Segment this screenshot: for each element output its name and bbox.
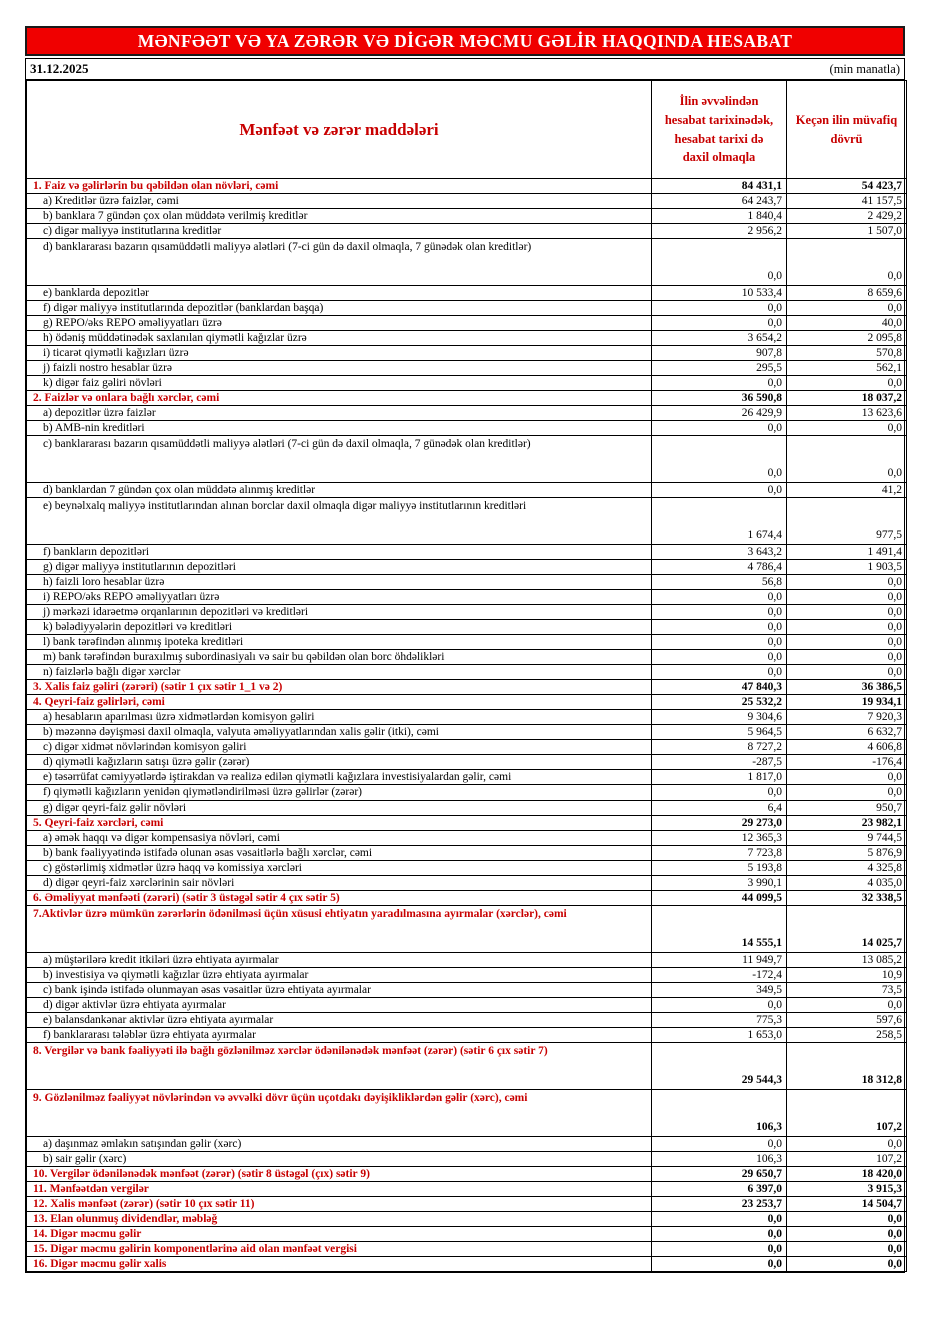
value-prior-period: 0,0 [787,239,907,286]
value-current-period: 64 243,7 [652,194,787,209]
row-label: 1. Faiz və gəlirlərin bu qəbildən olan növləri, cəmi [27,179,652,194]
value-prior-period: 0,0 [787,785,907,800]
value-current-period: 84 431,1 [652,179,787,194]
row-label: 4. Qeyri-faiz gəlirləri, cəmi [27,695,652,710]
value-prior-period: 0,0 [787,376,907,391]
table-row [27,286,907,301]
value-current-period: 106,3 [652,1089,787,1136]
row-label: f) qiymətli kağızların yenidən qiymətləndirilməsi üzrə gəlirlər (zərər) [27,785,652,800]
table-row [27,1151,907,1166]
table-header [27,81,907,179]
table-row [27,421,907,436]
table-row [27,224,907,239]
value-current-period: 775,3 [652,1012,787,1027]
table-row [27,1089,907,1136]
table-row [27,845,907,860]
value-prior-period: 0,0 [787,1211,907,1226]
value-current-period: 0,0 [652,620,787,635]
value-prior-period: 0,0 [787,997,907,1012]
value-current-period: -287,5 [652,755,787,770]
value-current-period: 0,0 [652,665,787,680]
row-label: d) digər aktivlər üzrə ehtiyata ayırmalar [27,997,652,1012]
value-prior-period: 0,0 [787,650,907,665]
value-current-period: 0,0 [652,650,787,665]
value-current-period: 0,0 [652,436,787,483]
value-prior-period: 562,1 [787,361,907,376]
row-label: 15. Digər məcmu gəlirin komponentlərinə aid olan mənfəət vergisi [27,1241,652,1256]
row-label: h) ödəniş müddətinədək saxlanılan qiymətli kağızlar üzrə [27,331,652,346]
value-prior-period: 14 025,7 [787,905,907,952]
row-label: m) bank tərəfindən buraxılmış subordinasiyalı və sair bu qəbildən olan borc öhdəlikləri [27,650,652,665]
value-current-period: 9 304,6 [652,710,787,725]
table-row [27,483,907,498]
value-current-period: 0,0 [652,483,787,498]
value-current-period: 29 273,0 [652,815,787,830]
value-current-period: 8 727,2 [652,740,787,755]
table-row [27,770,907,785]
value-current-period: 349,5 [652,982,787,997]
row-label: b) banklara 7 gündən çox olan müddətə verilmiş kreditlər [27,209,652,224]
row-label: b) investisiya və qiymətli kağızlar üzrə ehtiyata ayırmalar [27,967,652,982]
value-prior-period: 0,0 [787,301,907,316]
table-row [27,590,907,605]
value-prior-period: 6 632,7 [787,725,907,740]
table-row [27,635,907,650]
value-prior-period: 4 325,8 [787,860,907,875]
table-row [27,860,907,875]
row-label: k) bələdiyyələrin depozitləri və kreditləri [27,620,652,635]
value-prior-period: 3 915,3 [787,1181,907,1196]
table-row [27,785,907,800]
table-row [27,890,907,905]
row-label: b) bank fəaliyyətində istifadə olunan əsas vəsaitlərlə bağlı xərclər, cəmi [27,845,652,860]
row-label: f) bankların depozitləri [27,545,652,560]
row-label: f) digər maliyyə institutlarında depozitlər (banklardan başqa) [27,301,652,316]
value-prior-period: 0,0 [787,1226,907,1241]
table-row [27,905,907,952]
value-current-period: 26 429,9 [652,406,787,421]
table-row [27,1211,907,1226]
table-row [27,194,907,209]
table-row [27,498,907,545]
value-current-period: 295,5 [652,361,787,376]
value-prior-period: 597,6 [787,1012,907,1027]
table-row [27,376,907,391]
value-current-period: 0,0 [652,605,787,620]
row-label: 16. Digər məcmu gəlir xalis [27,1256,652,1271]
table-row [27,239,907,286]
table-row [27,1196,907,1211]
value-current-period: 3 654,2 [652,331,787,346]
column-header-prior-period: Keçən ilin müvafiq dövrü [787,81,907,179]
table-row [27,665,907,680]
value-current-period: 0,0 [652,1241,787,1256]
row-label: g) digər qeyri-faiz gəlir növləri [27,800,652,815]
row-label: a) müştərilərə kredit itkiləri üzrə ehtiyata ayırmalar [27,952,652,967]
row-label: i) REPO/əks REPO əməliyyatları üzrə [27,590,652,605]
table-row [27,875,907,890]
row-label: j) faizli nostro hesablar üzrə [27,361,652,376]
report-frame [25,58,905,1273]
report-title-banner [25,26,905,56]
row-label: 11. Mənfəətdən vergilər [27,1181,652,1196]
table-row [27,695,907,710]
value-current-period: 0,0 [652,1211,787,1226]
table-row [27,316,907,331]
value-prior-period: 10,9 [787,967,907,982]
value-prior-period: 977,5 [787,498,907,545]
value-current-period: 6,4 [652,800,787,815]
value-prior-period: 2 095,8 [787,331,907,346]
row-label: 13. Elan olunmuş dividendlər, məbləğ [27,1211,652,1226]
table-row [27,1166,907,1181]
value-current-period: 1 674,4 [652,498,787,545]
column-header-items: Mənfəət və zərər maddələri [27,81,652,179]
value-prior-period: 23 982,1 [787,815,907,830]
value-prior-period: 14 504,7 [787,1196,907,1211]
row-label: c) göstərlimiş xidmətlər üzrə haqq və komissiya xərcləri [27,860,652,875]
row-label: j) mərkəzi idarəetmə orqanlarının depozitləri və kreditləri [27,605,652,620]
value-prior-period: 41,2 [787,483,907,498]
row-label: b) sair gəlir (xərc) [27,1151,652,1166]
row-label: d) banklararası bazarın qısamüddətli maliyyə alətləri (7-ci gün də daxil olmaqla, 7 günədək olan kreditlər) [27,239,652,286]
row-label: d) digər qeyri-faiz xərclərinin sair növləri [27,875,652,890]
report-table-body [27,179,907,1272]
value-prior-period: 950,7 [787,800,907,815]
report-page [25,26,905,1273]
column-header-current-period: İlin əvvəlindən hesabat tarixinədək, hesabat tarixi də daxil olmaqla [652,81,787,179]
value-current-period: 0,0 [652,1256,787,1271]
value-prior-period: 13 623,6 [787,406,907,421]
row-label: a) hesabların aparılması üzrə xidmətlərdən komisyon gəliri [27,710,652,725]
report-meta-row [26,59,904,80]
row-label: g) digər maliyyə institutlarının depozitləri [27,560,652,575]
value-prior-period: 0,0 [787,1136,907,1151]
value-prior-period: 0,0 [787,605,907,620]
row-label: 14. Digər məcmu gəlir [27,1226,652,1241]
row-label: c) digər xidmət növlərindən komisyon gəliri [27,740,652,755]
value-prior-period: 41 157,5 [787,194,907,209]
table-row [27,1241,907,1256]
row-label: l) bank tərəfindən alınmış ipoteka kreditləri [27,635,652,650]
value-current-period: 0,0 [652,316,787,331]
value-current-period: 0,0 [652,421,787,436]
value-current-period: 0,0 [652,590,787,605]
value-prior-period: 54 423,7 [787,179,907,194]
row-label: h) faizli loro hesablar üzrə [27,575,652,590]
value-current-period: 0,0 [652,1136,787,1151]
table-row [27,361,907,376]
row-label: d) banklardan 7 gündən çox olan müddətə alınmış kreditlər [27,483,652,498]
table-row [27,545,907,560]
value-prior-period: 8 659,6 [787,286,907,301]
value-current-period: 0,0 [652,1226,787,1241]
value-current-period: 56,8 [652,575,787,590]
table-row [27,755,907,770]
value-prior-period: 0,0 [787,665,907,680]
table-row [27,725,907,740]
row-label: a) Kreditlər üzrə faizlər, cəmi [27,194,652,209]
value-current-period: 0,0 [652,239,787,286]
row-label: a) depozitlər üzrə faizlər [27,406,652,421]
value-current-period: -172,4 [652,967,787,982]
value-current-period: 3 990,1 [652,875,787,890]
value-prior-period: 2 429,2 [787,209,907,224]
table-row [27,740,907,755]
value-current-period: 0,0 [652,376,787,391]
value-current-period: 29 544,3 [652,1042,787,1089]
value-prior-period: 32 338,5 [787,890,907,905]
value-prior-period: 73,5 [787,982,907,997]
value-current-period: 23 253,7 [652,1196,787,1211]
table-row [27,1012,907,1027]
row-label: a) əmək haqqı və digər kompensasiya növləri, cəmi [27,830,652,845]
value-prior-period: 5 876,9 [787,845,907,860]
value-prior-period: 0,0 [787,635,907,650]
row-label: g) REPO/əks REPO əməliyyatları üzrə [27,316,652,331]
value-current-period: 0,0 [652,997,787,1012]
row-label: b) məzənnə dəyişməsi daxil olmaqla, valyuta əməliyyatlarından xalis gəlir (itki), cəmi [27,725,652,740]
value-current-period: 10 533,4 [652,286,787,301]
value-prior-period: 570,8 [787,346,907,361]
value-prior-period: 18 420,0 [787,1166,907,1181]
value-prior-period: 1 507,0 [787,224,907,239]
row-label: a) daşınmaz əmlakın satışından gəlir (xərc) [27,1136,652,1151]
value-current-period: 12 365,3 [652,830,787,845]
row-label: n) faizlərlə bağlı digər xərclər [27,665,652,680]
row-label: 8. Vergilər və bank fəaliyyəti ilə bağlı gözlənilməz xərclər ödənilənədək mənfəət (zərər) (sətir 6 çıx sətir 7) [27,1042,652,1089]
table-row [27,179,907,194]
table-row [27,680,907,695]
value-current-period: 7 723,8 [652,845,787,860]
value-current-period: 6 397,0 [652,1181,787,1196]
row-label: c) bank işində istifadə olunmayan əsas vəsaitlər üzrə ehtiyata ayırmalar [27,982,652,997]
value-prior-period: 0,0 [787,770,907,785]
value-current-period: 1 840,4 [652,209,787,224]
value-prior-period: 19 934,1 [787,695,907,710]
value-current-period: 907,8 [652,346,787,361]
row-label: 5. Qeyri-faiz xərcləri, cəmi [27,815,652,830]
row-label: e) beynəlxalq maliyyə institutlarından alınan borclar daxil olmaqla digər maliyyə institutlarının kreditləri [27,498,652,545]
table-row [27,1181,907,1196]
row-label: 9. Gözlənilməz fəaliyyət növlərindən və əvvəlki dövr üçün uçotdakı dəyişikliklərdən gəlir (xərc), cəmi [27,1089,652,1136]
value-current-period: 0,0 [652,635,787,650]
row-label: i) ticarət qiymətli kağızları üzrə [27,346,652,361]
value-prior-period: 9 744,5 [787,830,907,845]
value-current-period: 106,3 [652,1151,787,1166]
value-prior-period: 258,5 [787,1027,907,1042]
value-prior-period: 40,0 [787,316,907,331]
value-current-period: 1 653,0 [652,1027,787,1042]
value-current-period: 4 786,4 [652,560,787,575]
value-prior-period: 18 312,8 [787,1042,907,1089]
table-row [27,952,907,967]
value-prior-period: 0,0 [787,590,907,605]
value-prior-period: 0,0 [787,1241,907,1256]
value-prior-period: 0,0 [787,1256,907,1271]
table-row [27,1042,907,1089]
row-label: 10. Vergilər ödənilənədək mənfəət (zərər) (sətir 8 üstəgəl (çıx) sətir 9) [27,1166,652,1181]
table-row [27,209,907,224]
value-current-period: 0,0 [652,301,787,316]
table-row [27,815,907,830]
table-row [27,560,907,575]
table-row [27,997,907,1012]
unit-note: (min manatla) [829,61,900,76]
row-label: 6. Əməliyyat mənfəəti (zərəri) (sətir 3 üstəgəl sətir 4 çıx sətir 5) [27,890,652,905]
value-current-period: 47 840,3 [652,680,787,695]
table-row [27,1256,907,1271]
table-row [27,1027,907,1042]
value-prior-period: 1 903,5 [787,560,907,575]
value-current-period: 5 964,5 [652,725,787,740]
value-current-period: 14 555,1 [652,905,787,952]
row-label: c) digər maliyyə institutlarına kreditlər [27,224,652,239]
row-label: b) AMB-nin kreditləri [27,421,652,436]
value-current-period: 11 949,7 [652,952,787,967]
table-row [27,391,907,406]
table-row [27,967,907,982]
row-label: 7.Aktivlər üzrə mümkün zərərlərin ödənilməsi üçün xüsusi ehtiyatın yaradılmasına ayırmalar (xərclər), cəmi [27,905,652,952]
value-current-period: 2 956,2 [652,224,787,239]
row-label: e) banklarda depozitlər [27,286,652,301]
value-prior-period: 1 491,4 [787,545,907,560]
row-label: 3. Xalis faiz gəliri (zərəri) (sətir 1 çıx sətir 1_1 və 2) [27,680,652,695]
value-prior-period: 107,2 [787,1089,907,1136]
report-date: 31.12.2025 [30,61,89,76]
value-current-period: 36 590,8 [652,391,787,406]
report-title: MƏNFƏƏT VƏ YA ZƏRƏR VƏ DİGƏR MƏCMU GƏLİR HAQQINDA HESABAT [137,31,793,51]
value-current-period: 25 532,2 [652,695,787,710]
table-row [27,575,907,590]
value-current-period: 1 817,0 [652,770,787,785]
row-label: e) təsərrüfat cəmiyyətlərdə iştirakdan və realizə edilən qiymətli kağızlara investisiyalardan gəlir, cəmi [27,770,652,785]
table-row [27,800,907,815]
table-row [27,436,907,483]
row-label: 2. Faizlər və onlara bağlı xərclər, cəmi [27,391,652,406]
value-prior-period: -176,4 [787,755,907,770]
table-row [27,605,907,620]
table-row [27,406,907,421]
profit-loss-table [26,80,907,1272]
table-row [27,301,907,316]
value-prior-period: 4 035,0 [787,875,907,890]
row-label: e) balansdankənar aktivlər üzrə ehtiyata ayırmalar [27,1012,652,1027]
table-row [27,710,907,725]
value-prior-period: 0,0 [787,436,907,483]
value-prior-period: 0,0 [787,620,907,635]
table-row [27,1136,907,1151]
row-label: c) banklararası bazarın qısamüddətli maliyyə alətləri (7-ci gün də daxil olmaqla, 7 günədək olan kreditlər) [27,436,652,483]
table-row [27,650,907,665]
value-current-period: 29 650,7 [652,1166,787,1181]
value-current-period: 5 193,8 [652,860,787,875]
table-row [27,346,907,361]
value-prior-period: 107,2 [787,1151,907,1166]
row-label: k) digər faiz gəliri növləri [27,376,652,391]
row-label: 12. Xalis mənfəət (zərər) (sətir 10 çıx sətir 11) [27,1196,652,1211]
table-row [27,830,907,845]
value-current-period: 44 099,5 [652,890,787,905]
value-prior-period: 7 920,3 [787,710,907,725]
table-row [27,1226,907,1241]
value-prior-period: 0,0 [787,575,907,590]
table-row [27,982,907,997]
value-prior-period: 13 085,2 [787,952,907,967]
row-label: d) qiymətli kağızların satışı üzrə gəlir (zərər) [27,755,652,770]
row-label: f) banklararası tələblər üzrə ehtiyata ayırmalar [27,1027,652,1042]
table-row [27,620,907,635]
value-current-period: 3 643,2 [652,545,787,560]
value-prior-period: 18 037,2 [787,391,907,406]
value-prior-period: 36 386,5 [787,680,907,695]
value-prior-period: 0,0 [787,421,907,436]
value-prior-period: 4 606,8 [787,740,907,755]
table-row [27,331,907,346]
value-current-period: 0,0 [652,785,787,800]
